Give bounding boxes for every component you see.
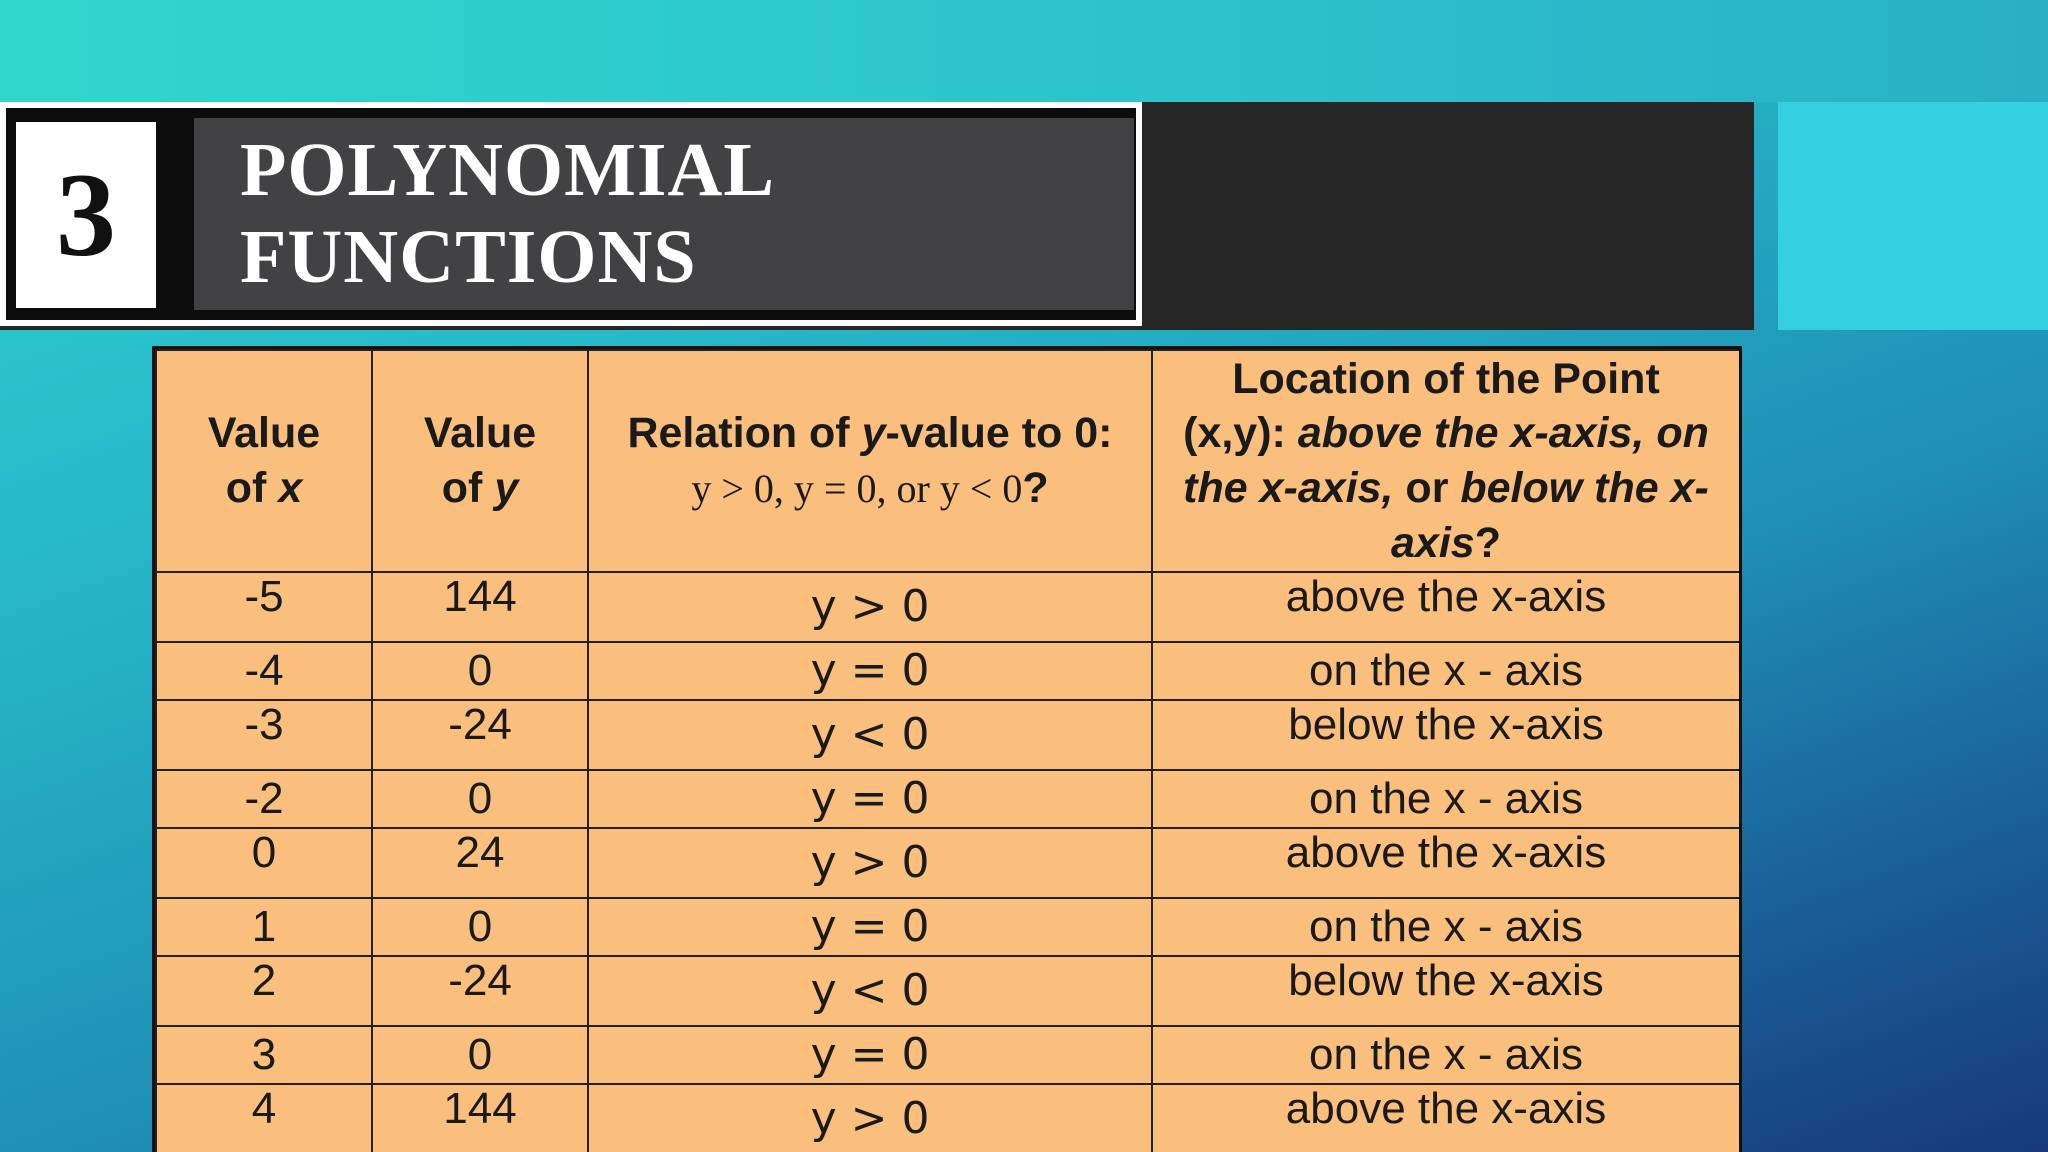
cell-x: -5	[156, 572, 372, 642]
cell-location: on the x - axis	[1152, 642, 1740, 700]
cell-x: -3	[156, 700, 372, 770]
values-table-container	[152, 346, 1742, 1152]
header-loc-below: below the x-axis	[1391, 464, 1709, 567]
table-row	[156, 770, 1740, 828]
accent-block	[1778, 102, 2048, 330]
header-value-of-x	[156, 350, 372, 572]
header-loc-point: (x,y):	[1183, 409, 1286, 458]
table-row	[156, 1026, 1740, 1084]
header-x-line2: of	[225, 464, 267, 512]
cell-y: 0	[372, 642, 588, 700]
cell-relation: y > 0	[588, 1084, 1152, 1152]
cell-y: 0	[372, 1026, 588, 1084]
header-y-var: y	[494, 464, 519, 512]
header-location	[1152, 350, 1740, 572]
header-loc-line1: Location of the Point	[1232, 354, 1660, 403]
header-loc-on: on the x-axis,	[1183, 409, 1709, 512]
header-rel-options: y > 0, y = 0, or y < 0	[691, 466, 1023, 511]
table-row	[156, 898, 1740, 956]
table-row	[156, 1084, 1740, 1152]
cell-location: below the x-axis	[1152, 700, 1740, 770]
header-loc-or: or	[1405, 464, 1449, 512]
cell-location: above the x-axis	[1152, 828, 1740, 898]
cell-relation: y = 0	[588, 642, 1152, 700]
cell-relation: y > 0	[588, 572, 1152, 642]
header-rel-suffix: -value to 0:	[885, 409, 1113, 458]
cell-relation: y = 0	[588, 898, 1152, 956]
table-row	[156, 700, 1740, 770]
cell-relation: y > 0	[588, 828, 1152, 898]
cell-y: 144	[372, 1084, 588, 1152]
table-row	[156, 572, 1740, 642]
cell-location: above the x-axis	[1152, 1084, 1740, 1152]
table-row	[156, 642, 1740, 700]
cell-relation: y < 0	[588, 700, 1152, 770]
title-box	[194, 118, 1134, 310]
table-header-row	[156, 350, 1740, 572]
top-stripe	[0, 0, 2048, 102]
cell-relation: y = 0	[588, 1026, 1152, 1084]
cell-x: -2	[156, 770, 372, 828]
title-banner-inner	[6, 108, 1136, 320]
header-rel-prefix: Relation of	[627, 409, 850, 458]
cell-x: 1	[156, 898, 372, 956]
header-y-line1: Value	[423, 409, 537, 458]
cell-x: 0	[156, 828, 372, 898]
cell-location: below the x-axis	[1152, 956, 1740, 1026]
cell-y: 0	[372, 770, 588, 828]
cell-x: 3	[156, 1026, 372, 1084]
header-x-var: x	[278, 464, 303, 512]
cell-y: -24	[372, 700, 588, 770]
cell-x: 2	[156, 956, 372, 1026]
cell-location: above the x-axis	[1152, 572, 1740, 642]
cell-y: 24	[372, 828, 588, 898]
page-title: POLYNOMIAL FUNCTIONS	[240, 128, 771, 299]
header-y-line2: of	[441, 464, 483, 512]
cell-x: -4	[156, 642, 372, 700]
chapter-number: 3	[16, 122, 156, 308]
cell-location: on the x - axis	[1152, 898, 1740, 956]
header-rel-var: y	[861, 409, 886, 458]
cell-location: on the x - axis	[1152, 1026, 1740, 1084]
header-loc-qmark: ?	[1474, 518, 1501, 567]
cell-location: on the x - axis	[1152, 770, 1740, 828]
cell-y: -24	[372, 956, 588, 1026]
values-table	[155, 349, 1741, 1152]
cell-relation: y < 0	[588, 956, 1152, 1026]
header-x-line1: Value	[207, 409, 321, 458]
header-value-of-y	[372, 350, 588, 572]
table-row	[156, 956, 1740, 1026]
header-relation	[588, 350, 1152, 572]
cell-relation: y = 0	[588, 770, 1152, 828]
cell-x: 4	[156, 1084, 372, 1152]
header-loc-above: above the x-axis,	[1297, 409, 1645, 458]
cell-y: 144	[372, 572, 588, 642]
cell-y: 0	[372, 898, 588, 956]
table-row	[156, 828, 1740, 898]
header-rel-qmark: ?	[1022, 464, 1049, 512]
title-banner	[0, 102, 1142, 326]
